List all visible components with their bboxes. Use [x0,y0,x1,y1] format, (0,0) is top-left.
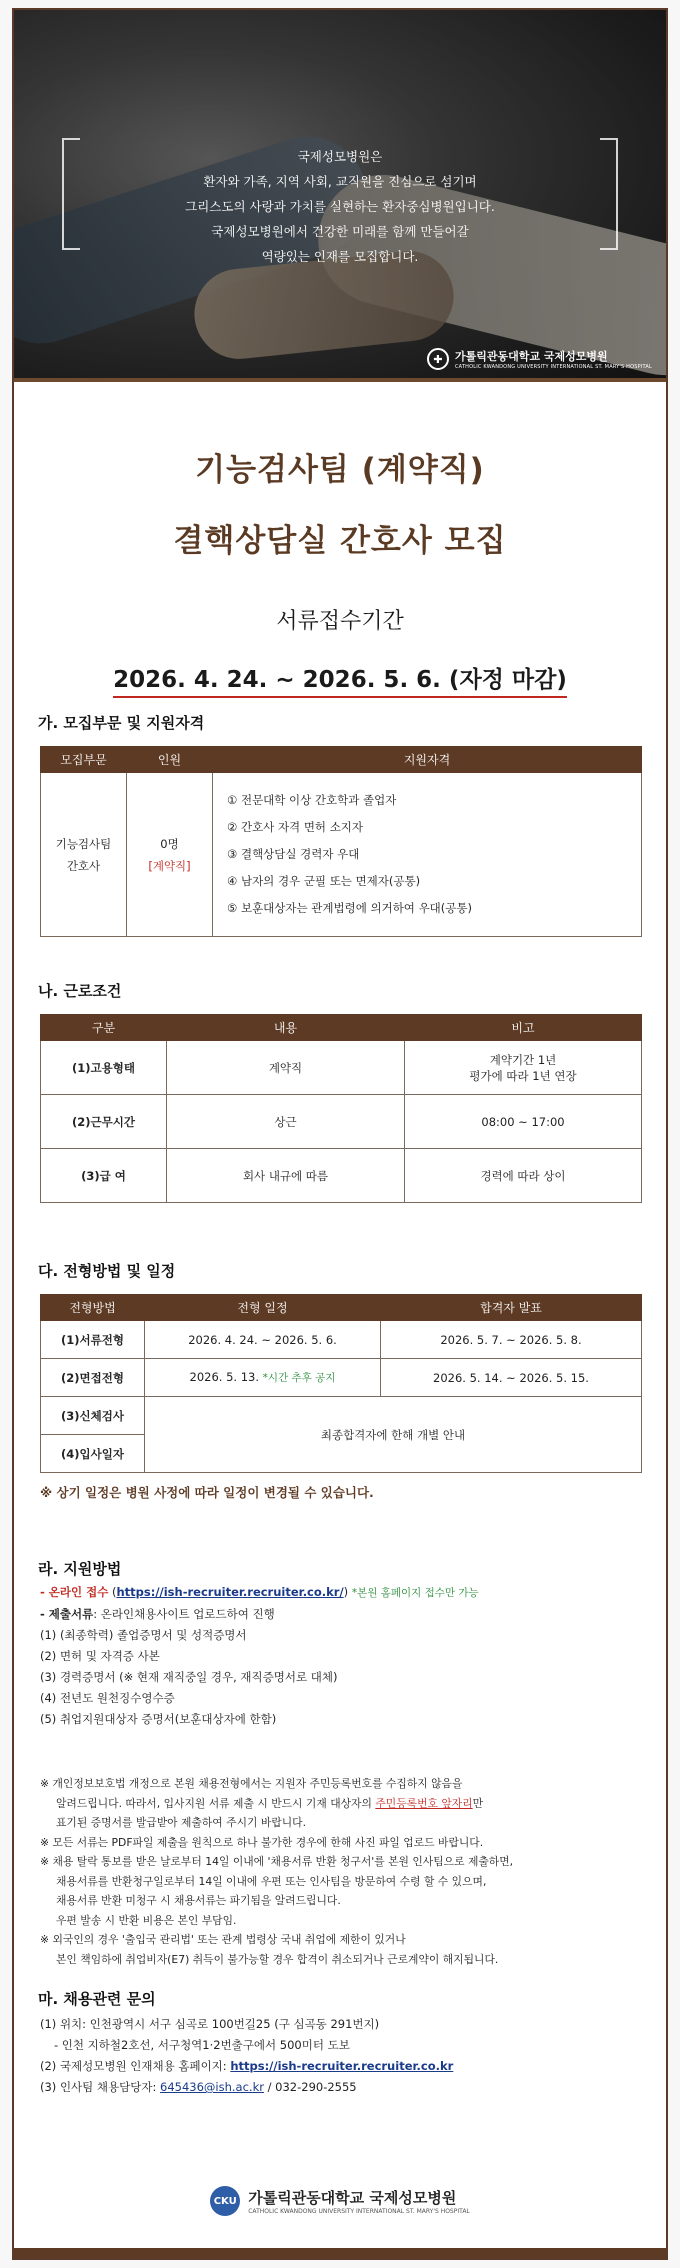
section-da-title: 다. 전형방법 및 일정 [38,1262,176,1280]
contact-info: (1) 위치: 인천광역시 서구 심곡로 100번길25 (구 심곡동 291번지) - 인천 지하철2호선, 서구청역1·2번출구에서 500미터 도보 (2) 국제성모병원 인재채용 홈페이지: https://ish-recruiter.recruiter.co.kr (3) 인사팀 채용담당자: 645436@ish.ac.kr / 032-290-2555 [40,2017,454,2094]
section-na-title: 나. 근로조건 [38,982,122,1000]
page-subtitle: 결핵상담실 간호사 모집 [173,523,507,559]
selection-schedule-table: 전형방법 전형 일정 합격자 발표 (1)서류전형 2026. 4. 24. ~ 2026. 5. 6. 2026. 5. 7. ~ 2026. 5. 8. (2)면접전형 2026. 5. 13. *시간 추후 공지 2026. 5. 14. ~ 2026. 5. 15. (3)신체검사 최종합격자에 한해 개별 안내 (4)입사일자 [40,1294,642,1473]
email-link[interactable]: 645436@ish.ac.kr [160,2080,264,2094]
table-row: (3)급 여 회사 내규에 따름 경력에 따라 상이 [41,1149,642,1203]
table-row: (1)서류전형 2026. 4. 24. ~ 2026. 5. 6. 2026. 5. 7. ~ 2026. 5. 8. [41,1321,642,1359]
period-label: 서류접수기간 [276,609,404,634]
table-row: (3)신체검사 최종합격자에 한해 개별 안내 [41,1397,642,1435]
application-period: 2026. 4. 24. ~ 2026. 5. 6. (자정 마감) [113,661,567,698]
footer-logo: CKU 가톨릭관동대학교 국제성모병원 CATHOLIC KWANDONG UNIVERSITY INTERNATIONAL ST. MARY'S HOSPITAL [14,2186,666,2216]
hospital-logo: ✚ 가톨릭관동대학교 국제성모병원 CATHOLIC KWANDONG UNIVERSITY INTERNATIONAL ST. MARY'S HOSPITAL [427,348,652,370]
section-ma-title: 마. 채용관련 문의 [38,1990,156,2008]
table-row: (4)입사일자 [41,1435,642,1473]
title-block [14,444,666,698]
col-qualification: 지원자격 [213,747,642,773]
recruitment-table [40,746,642,937]
table-row: (2)면접전형 2026. 5. 13. *시간 추후 공지 2026. 5. 14. ~ 2026. 5. 15. [41,1359,642,1397]
online-apply-link[interactable]: https://ish-recruiter.recruiter.co.kr/ [116,1585,344,1599]
qualification-list: ① 전문대학 이상 간호학과 졸업자 ② 간호사 자격 면허 소지자 ③ 결핵상담실 경력자 우대 ④ 남자의 경우 군필 또는 면제자(공통) ⑤ 보훈대상자는 관계법령에 의거하여 우대(공통) [213,773,642,937]
bottom-bar [14,2248,666,2258]
right-bracket [600,138,618,250]
application-method: - 온라인 접수 (https://ish-recruiter.recruiter.co.kr/) *본원 홈페이지 접수만 가능 - 제출서류: 온라인채용사이트 업로드하여 진행 (1) (최종학력) 졸업증명서 및 성적증명서 (2) 면허 및 자격증 사본 (3) 경력증명서 (※ 현재 재직중일 경우, 재직증명서로 대체) (4) 전년도 원천징수영수증 (5) 취업지원대상자 증명서(보훈대상자에 한함) [40,1585,479,1726]
poster-frame [12,8,668,2260]
emblem-icon: ✚ [427,348,449,370]
page-title: 기능검사팀 (계약직) [195,452,485,488]
hero-banner [14,10,666,382]
schedule-warning: ※ 상기 일정은 병원 사정에 따라 일정이 변경될 수 있습니다. [40,1485,374,1500]
dept-cell: 기능검사팀 간호사 [41,773,127,937]
table-row: (1)고용형태 계약직 계약기간 1년 평가에 따라 1년 연장 [41,1041,642,1095]
cku-emblem-icon: CKU [210,2186,240,2216]
left-bracket [62,138,80,250]
hero-message: 국제성모병원은 환자와 가족, 지역 사회, 교직원을 진심으로 섬기며 그리스도의 사랑과 가치를 실현하는 환자중심병원입니다. 국제성모병원에서 건강한 미래를 함께 만들어갈 역량있는 인재를 모집합니다. [185,149,495,264]
application-notes: ※ 개인정보보호법 개정으로 본원 채용전형에서는 지원자 주민등록번호를 수집하지 않음을 알려드립니다. 따라서, 입사지원 서류 제출 시 반드시 기재 대상자의 주민등록번호 앞자리만 표기된 증명서를 발급받아 제출하여 주시기 바랍니다. ※ 모든 서류는 PDF파일 제출을 원칙으로 하나 불가한 경우에 한해 사진 파일 업로드 바랍니다. ※ 채용 탈락 통보를 받은 날로부터 14일 이내에 '채용서류 반환 청구서'를 본원 인사팀으로 제출하면, 채용서류를 반환청구일로부터 14일 이내에 우편 또는 인사팀을 방문하여 수령 할 수 있으며, 채용서류 반환 미청구 시 채용서류는 파기됨을 알려드립니다. 우편 발송 시 반환 비용은 본인 부담임. ※ 외국인의 경우 '출입국 관리법' 또는 관계 법령상 국내 취업에 제한이 있거나 본인 책임하에 취업비자(E7) 취득이 불가능할 경우 합격이 취소되거나 근로계약이 해지됩니다. [40,1777,514,1966]
work-conditions-table: 구분 내용 비고 (1)고용형태 계약직 계약기간 1년 평가에 따라 1년 연장 (2)근무시간 상근 08:00 ~ 17:00 (3)급 여 회사 내규에 따름 경력에 따라 상이 [40,1014,642,1203]
section-ga-title: 가. 모집부문 및 지원자격 [38,714,205,732]
homepage-link[interactable]: https://ish-recruiter.recruiter.co.kr [230,2059,454,2073]
table-row: (2)근무시간 상근 08:00 ~ 17:00 [41,1095,642,1149]
count-cell: 0명 [계약직] [127,773,213,937]
col-count: 인원 [127,747,213,773]
col-dept: 모집부문 [41,747,127,773]
section-ra-title: 라. 지원방법 [38,1560,122,1578]
